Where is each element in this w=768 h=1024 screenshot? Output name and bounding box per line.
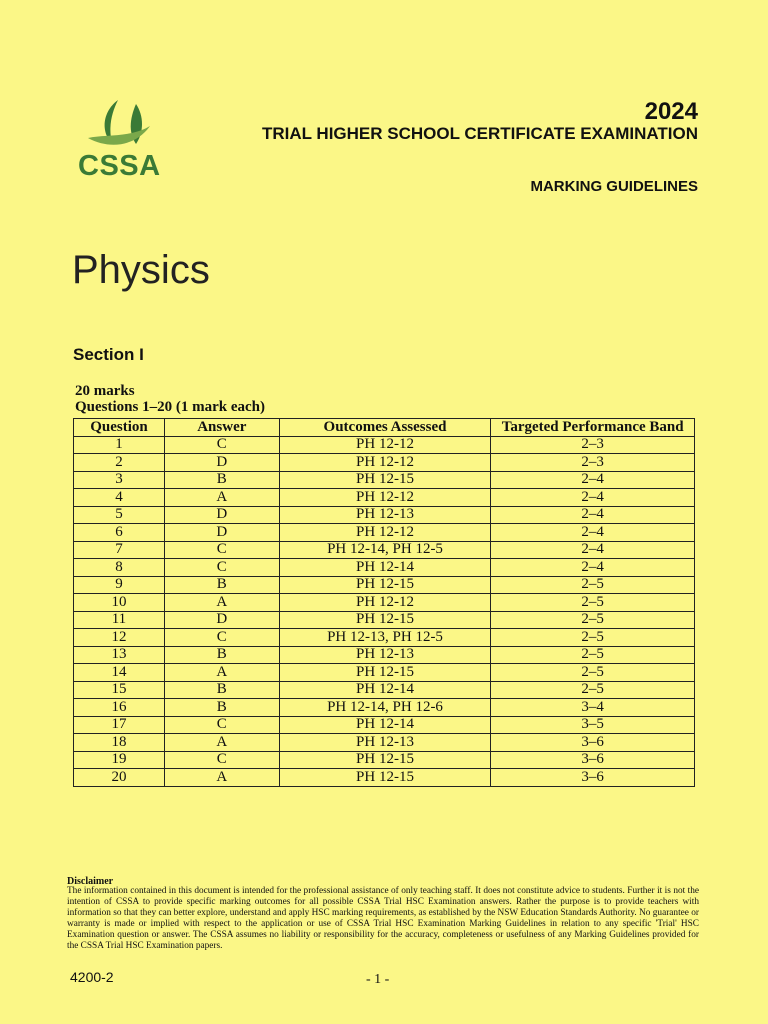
answer-cell: A [164,734,279,752]
band-cell: 3–6 [491,751,695,769]
table-row [74,489,695,507]
outcomes-cell: PH 12-12 [279,454,491,472]
outcomes-cell: PH 12-15 [279,611,491,629]
outcomes-cell: PH 12-12 [279,436,491,454]
band-cell: 2–4 [491,559,695,577]
table-body [74,436,695,786]
table-row [74,734,695,752]
table-row [74,646,695,664]
answer-cell: B [164,699,279,717]
answer-cell: C [164,559,279,577]
question-cell: 17 [74,716,165,734]
table-row [74,541,695,559]
table-row [74,454,695,472]
band-cell: 3–6 [491,769,695,787]
document-code: 4200-2 [70,969,114,985]
band-cell: 2–5 [491,611,695,629]
answer-cell: A [164,594,279,612]
section-title: Section I [73,345,144,364]
band-cell: 2–5 [491,646,695,664]
exam-year: 2024 [644,98,698,125]
section-questions: Questions 1–20 (1 mark each) [75,399,265,415]
question-cell: 18 [74,734,165,752]
answer-cell: B [164,471,279,489]
band-cell: 2–5 [491,576,695,594]
band-cell: 2–4 [491,489,695,507]
outcomes-cell: PH 12-15 [279,664,491,682]
logo-text: CSSA [78,150,161,182]
answer-cell: B [164,576,279,594]
table-row [74,576,695,594]
answer-cell: C [164,436,279,454]
answer-cell: B [164,646,279,664]
band-cell: 2–5 [491,664,695,682]
outcomes-cell: PH 12-14, PH 12-6 [279,699,491,717]
band-cell: 3–5 [491,716,695,734]
question-cell: 20 [74,769,165,787]
question-cell: 3 [74,471,165,489]
answer-cell: C [164,541,279,559]
answer-cell: A [164,664,279,682]
answer-cell: D [164,524,279,542]
outcomes-cell: PH 12-15 [279,471,491,489]
disclaimer-text: The information contained in this document is intended for the professional assistance of only teaching staff. It does not constitute advice to students. Further it is not the intention of CSSA to provide specific marking outcomes for all possible CSSA Trial HSC Examination answers. Rather the purpose is to provide teachers with information so that they can better explore, understand and apply HSC marking requirements, as established by the NSW Education Standards Authority. No guarantee or warranty is made or implied with respect to the application or use of CSSA Trial HSC Examination Marking Guidelines in relation to any specific 'Trial' HSC Examination question or answer. The CSSA assumes no liability or responsibility for the accuracy, completeness or usefulness of any Marking Guidelines provided for the CSSA Trial HSC Examination papers. [67,886,699,951]
table-row [74,559,695,577]
table-row [74,681,695,699]
table-row [74,524,695,542]
outcomes-cell: PH 12-13 [279,506,491,524]
outcomes-cell: PH 12-15 [279,576,491,594]
answer-cell: C [164,716,279,734]
subject-title: Physics [72,248,210,292]
outcomes-cell: PH 12-12 [279,524,491,542]
question-cell: 13 [74,646,165,664]
table-row [74,751,695,769]
table-row [74,664,695,682]
outcomes-cell: PH 12-14 [279,559,491,577]
outcomes-cell: PH 12-12 [279,594,491,612]
answer-cell: B [164,681,279,699]
band-cell: 2–5 [491,594,695,612]
band-cell: 3–6 [491,734,695,752]
outcomes-cell: PH 12-14, PH 12-5 [279,541,491,559]
band-cell: 2–4 [491,471,695,489]
band-cell: 3–4 [491,699,695,717]
answer-cell: D [164,454,279,472]
table-row [74,769,695,787]
question-cell: 11 [74,611,165,629]
outcomes-cell: PH 12-15 [279,751,491,769]
band-cell: 2–4 [491,524,695,542]
answer-cell: C [164,629,279,647]
answer-cell: A [164,489,279,507]
outcomes-cell: PH 12-14 [279,681,491,699]
table-row [74,629,695,647]
outcomes-cell: PH 12-12 [279,489,491,507]
question-cell: 9 [74,576,165,594]
question-cell: 7 [74,541,165,559]
section-marks: 20 marks [75,383,135,399]
question-cell: 12 [74,629,165,647]
band-cell: 2–4 [491,541,695,559]
outcomes-cell: PH 12-13 [279,646,491,664]
answer-cell: A [164,769,279,787]
question-cell: 6 [74,524,165,542]
answer-cell: D [164,611,279,629]
answer-table [73,418,695,787]
table-header-row [74,419,695,437]
band-cell: 2–4 [491,506,695,524]
table-row [74,471,695,489]
column-header-outcomes: Outcomes Assessed [279,419,491,437]
band-cell: 2–5 [491,681,695,699]
question-cell: 8 [74,559,165,577]
table-row [74,716,695,734]
question-cell: 5 [74,506,165,524]
outcomes-cell: PH 12-13, PH 12-5 [279,629,491,647]
question-cell: 19 [74,751,165,769]
column-header-answer: Answer [164,419,279,437]
table-row [74,699,695,717]
question-cell: 10 [74,594,165,612]
band-cell: 2–5 [491,629,695,647]
exam-title: TRIAL HIGHER SCHOOL CERTIFICATE EXAMINATION [261,124,698,143]
column-header-band: Targeted Performance Band [491,419,695,437]
question-cell: 14 [74,664,165,682]
disclaimer-title: Disclaimer [67,876,114,887]
question-cell: 16 [74,699,165,717]
answer-cell: D [164,506,279,524]
question-cell: 1 [74,436,165,454]
table-row [74,611,695,629]
table-row [74,594,695,612]
outcomes-cell: PH 12-15 [279,769,491,787]
outcomes-cell: PH 12-14 [279,716,491,734]
band-cell: 2–3 [491,436,695,454]
outcomes-cell: PH 12-13 [279,734,491,752]
table-row [74,436,695,454]
table-row [74,506,695,524]
question-cell: 2 [74,454,165,472]
page-number: - 1 - [366,972,390,987]
answer-cell: C [164,751,279,769]
document-type: MARKING GUIDELINES [530,178,698,195]
column-header-question: Question [74,419,165,437]
question-cell: 4 [74,489,165,507]
band-cell: 2–3 [491,454,695,472]
question-cell: 15 [74,681,165,699]
